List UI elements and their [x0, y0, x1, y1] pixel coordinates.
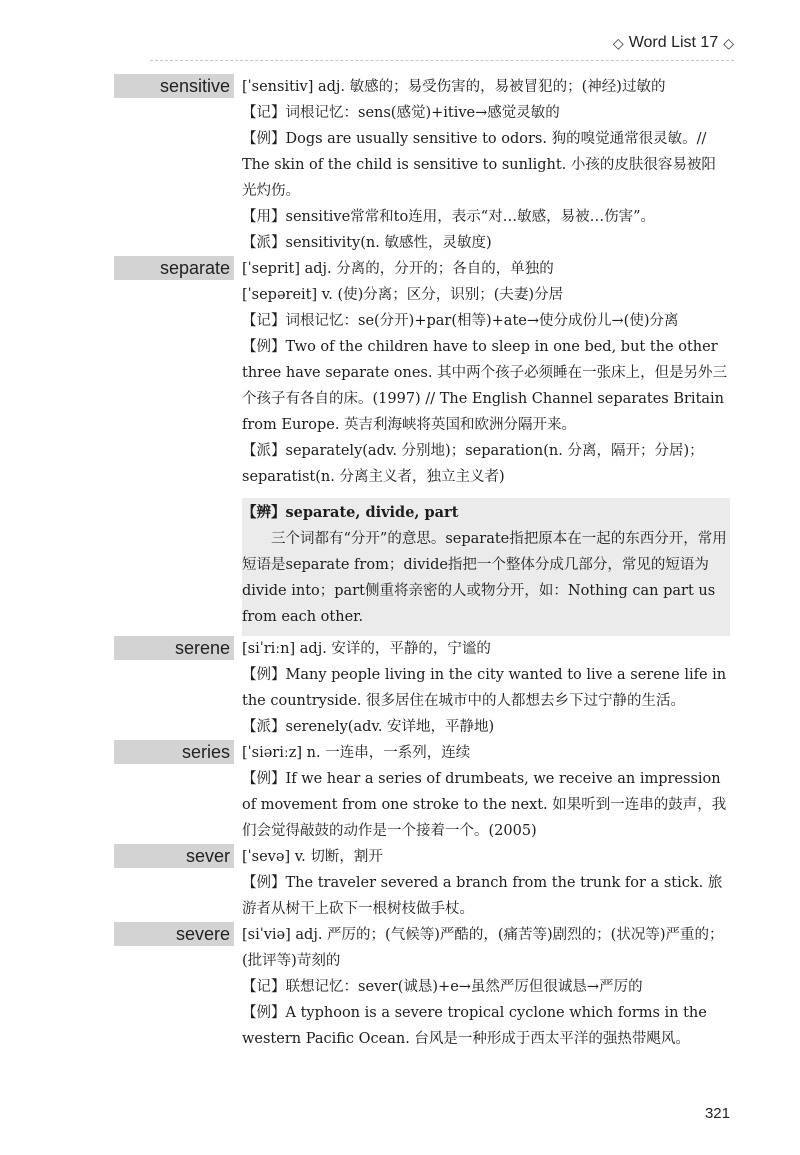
definition-line: [ˈsensitiv] adj. 敏感的；易受伤害的，易被冒犯的；(神经)过敏的 [242, 79, 666, 95]
entry-series [0, 740, 800, 844]
headword: separate [114, 256, 234, 280]
headword: serene [114, 636, 234, 660]
derivative-line: 【派】sensitivity(n. 敏感性，灵敏度) [242, 235, 492, 251]
derivative-line: 【派】serenely(adv. 安详地，平静地) [242, 719, 495, 735]
definition-line: [ˈseprit] adj. 分离的，分开的；各自的，单独的 [242, 261, 554, 277]
derivative-line: 【派】separately(adv. 分别地)；separation(n. 分离，隔开；分居)；separatist(n. 分离主义者，独立主义者) [242, 443, 704, 485]
entry-sever [0, 844, 800, 922]
entry-severe [0, 922, 800, 1052]
example-line: 【例】Dogs are usually sensitive to odors. 狗的嗅觉通常很灵敏。// The skin of the child is sensitive to sunlight. 小孩的皮肤很容易被阳光灼伤。 [242, 131, 716, 199]
entry-separate [0, 256, 800, 636]
dictionary-content [0, 74, 800, 1052]
definition-line: [siˈriːn] adj. 安详的，平静的，宁谧的 [242, 641, 491, 657]
example-line: 【例】The traveler severed a branch from the trunk for a stick. 旅游者从树干上砍下一根树枝做手杖。 [242, 875, 723, 917]
headword: sever [114, 844, 234, 868]
entry-body [242, 922, 730, 1052]
definition-line: [ˈsiəriːz] n. 一连串，一系列，连续 [242, 745, 471, 761]
diamond-icon: ◇ [612, 34, 624, 51]
headword: series [114, 740, 234, 764]
entry-body [242, 844, 730, 922]
compare-text: 三个词都有“分开”的意思。separate指把原本在一起的东西分开，常用短语是separate from；divide指把一个整体分成几部分，常见的短语为divide into；part侧重将亲密的人或物分开，如：Nothing can part us from each other. [242, 531, 727, 625]
entry-body [242, 74, 730, 256]
definition-line: [ˈsevə] v. 切断，割开 [242, 849, 383, 865]
header-rule [150, 60, 734, 61]
headword: sensitive [114, 74, 234, 98]
example-line: 【例】Two of the children have to sleep in one bed, but the other three have separate ones. 其中两个孩子必须睡在一张床上，但是另外三个孩子有各自的床。(1997) // The English Channel separates Britain from Europe. 英吉利海峡将英国和欧洲分隔开来。 [242, 339, 728, 433]
entry-body [242, 740, 730, 844]
memory-line: 【记】词根记忆：se(分开)+par(相等)+ate→使分成份儿→(使)分离 [242, 313, 679, 329]
entry-serene [0, 636, 800, 740]
entry-sensitive [0, 74, 800, 256]
diamond-icon: ◇ [723, 34, 734, 51]
page-header [613, 34, 734, 52]
definition-line: [siˈviə] adj. 严厉的；(气候等)严酷的，(痛苦等)剧烈的；(状况等)严重的；(批评等)苛刻的 [242, 927, 724, 969]
page-number: 321 [704, 1105, 730, 1122]
usage-line: 【用】sensitive常常和to连用，表示“对…敏感，易被…伤害”。 [242, 209, 656, 225]
entry-body [242, 256, 730, 636]
word-list-title: Word List 17 [628, 34, 719, 51]
memory-line: 【记】词根记忆：sens(感觉)+itive→感觉灵敏的 [242, 105, 560, 121]
compare-title: 【辨】separate, divide, part [242, 504, 459, 521]
memory-line: 【记】联想记忆：sever(诚恳)+e→虽然严厉但很诚恳→严厉的 [242, 979, 643, 995]
example-line: 【例】If we hear a series of drumbeats, we receive an impression of movement from one stroke to the next. 如果听到一连串的鼓声，我们会觉得敲鼓的动作是一个接着一个。(2005) [242, 771, 727, 839]
example-line: 【例】Many people living in the city wanted to live a serene life in the countryside. 很多居住在城市中的人都想去乡下过宁静的生活。 [242, 667, 727, 709]
example-line: 【例】A typhoon is a severe tropical cyclone which forms in the western Pacific Ocean. 台风是一种形成于西太平洋的强热带飓风。 [242, 1005, 707, 1047]
definition-line: [ˈsepəreit] v. (使)分离；区分，识别；(夫妻)分居 [242, 287, 564, 303]
entry-body [242, 636, 730, 740]
headword: severe [114, 922, 234, 946]
compare-box [242, 498, 730, 636]
